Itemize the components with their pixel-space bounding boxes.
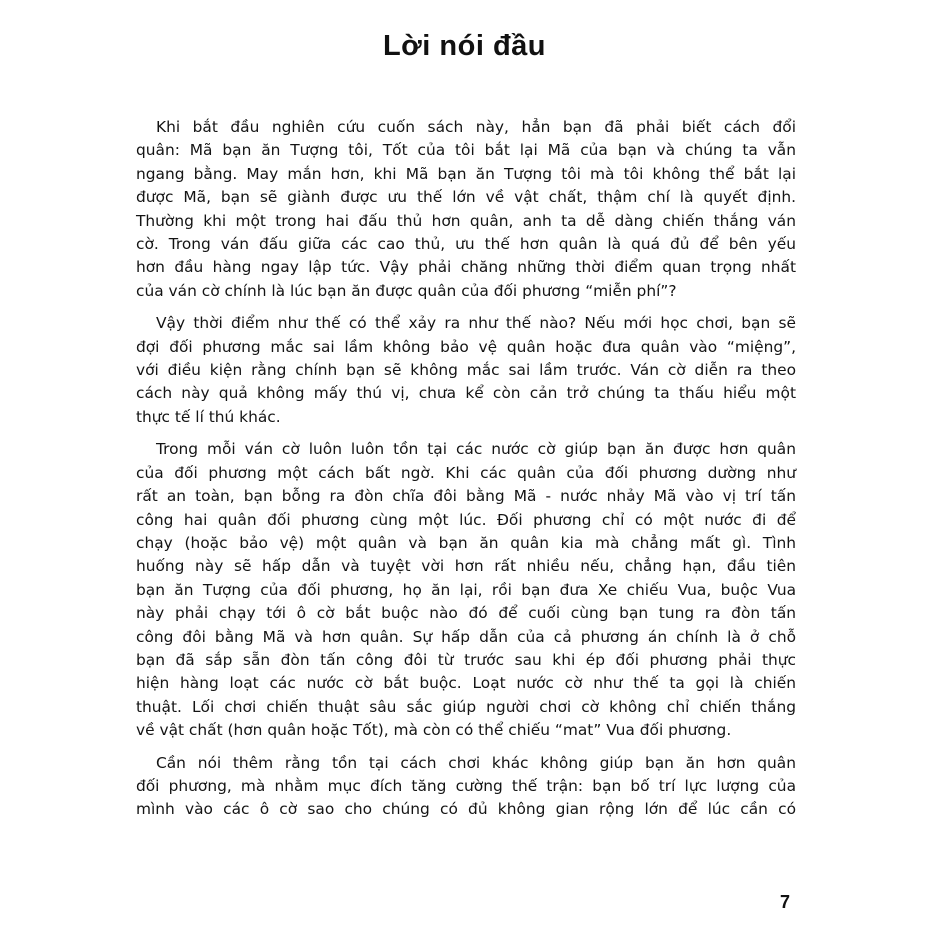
text-line: bạn ăn Tượng của đối phương, họ ăn lại, rồi bạn đưa Xe chiếu Vua, buộc Vua	[136, 580, 796, 599]
text-line: Thường khi một trong hai đấu thủ hơn quân, anh ta dễ dàng chiến thắng ván	[136, 211, 796, 230]
page-number: 7	[780, 892, 791, 912]
body-text	[136, 116, 796, 831]
text-line: quân: Mã bạn ăn Tượng tôi, Tốt của tôi bắt lại Mã của bạn và chúng ta vẫn	[136, 141, 796, 160]
text-line: Vậy thời điểm như thế có thể xảy ra như thế nào? Nếu mới học chơi, bạn sẽ	[156, 314, 796, 333]
text-line: Trong mỗi ván cờ luôn luôn tồn tại các nước cờ giúp bạn ăn được hơn quân	[156, 440, 796, 459]
text-line: của đối phương một cách bất ngờ. Khi các quân của đối phương dường như	[136, 463, 796, 482]
text-line: bạn đã sắp sẵn đòn tấn công đôi từ trước sau khi ép đối phương phải thực	[136, 650, 796, 669]
text-line: cờ. Trong ván đấu giữa các cao thủ, ưu thế hơn quân là quá đủ để bên yếu	[136, 235, 796, 254]
text-line: Khi bắt đầu nghiên cứu cuốn sách này, hẳn bạn đã phải biết cách đổi	[156, 118, 796, 136]
text-line: cách này quả không mấy thú vị, chưa kể còn cản trở chúng ta thấu hiểu một	[136, 384, 796, 403]
page-title: Lời nói đầu	[382, 30, 547, 62]
text-line: huống này sẽ hấp dẫn và tuyệt vời hơn rất nhiều nếu, chẳng hạn, đầu tiên	[136, 557, 796, 576]
text-line: đối phương, mà nhằm mục đích tăng cường thế trận: bạn bố trí lực lượng của	[136, 776, 796, 795]
text-line: công đôi bằng Mã và hơn quân. Sự hấp dẫn của cả phương án chính là ở chỗ	[136, 627, 796, 646]
text-line: về vật chất (hơn quân hoặc Tốt), mà còn có thể chiếu “mat” Vua đối phương.	[136, 721, 732, 740]
text-line: mình vào các ô cờ sao cho chúng có đủ không gian rộng lớn để lúc cần có	[136, 800, 796, 819]
paragraph-3	[136, 438, 796, 742]
text-line: ngang bằng. May mắn hơn, khi Mã bạn ăn Tượng tôi mà tôi không thể bắt lại	[136, 164, 796, 183]
text-line: của ván cờ chính là lúc bạn ăn được quân của đối phương “miễn phí”?	[136, 281, 677, 300]
text-line: hiện hàng loạt các nước cờ bắt buộc. Loạt nước cờ như thế ta gọi là chiến	[136, 674, 796, 693]
text-line: hơn đầu hàng ngay lập tức. Vậy phải chăng những thời điểm quan trọng nhất	[136, 258, 796, 277]
text-line: với điều kiện rằng chính bạn sẽ không mắc sai lầm trước. Ván cờ diễn ra theo	[136, 361, 796, 380]
paragraph-4	[136, 752, 796, 822]
paragraph-1	[136, 116, 796, 303]
text-line: thực tế lí thú khác.	[136, 407, 281, 426]
text-line: đợi đối phương mắc sai lầm không bảo vệ quân hoặc đưa quân vào “miệng”,	[136, 337, 796, 356]
paragraph-2	[136, 312, 796, 429]
text-line: này phải chạy tới ô cờ bắt buộc nào đó để cuối cùng bạn tung ra đòn tấn	[136, 604, 796, 623]
text-line: công hai quân đối phương cùng một lúc. Đối phương chỉ có một nước đi để	[136, 510, 796, 529]
text-line: rất an toàn, bạn bỗng ra đòn chĩa đôi bằng Mã - nước nhảy Mã vào vị trí tấn	[136, 487, 796, 506]
text-line: được Mã, bạn sẽ giành được ưu thế lớn về vật chất, thậm chí là quyết định.	[136, 188, 796, 207]
text-line: thuật. Lối chơi chiến thuật sâu sắc giúp người chơi cờ không chỉ chiến thắng	[136, 697, 796, 716]
text-line: Cần nói thêm rằng tồn tại cách chơi khác không giúp bạn ăn hơn quân	[156, 753, 796, 772]
text-line: chạy (hoặc bảo vệ) một quân và bạn ăn quân kia mà chẳng mất gì. Tình	[136, 533, 796, 552]
